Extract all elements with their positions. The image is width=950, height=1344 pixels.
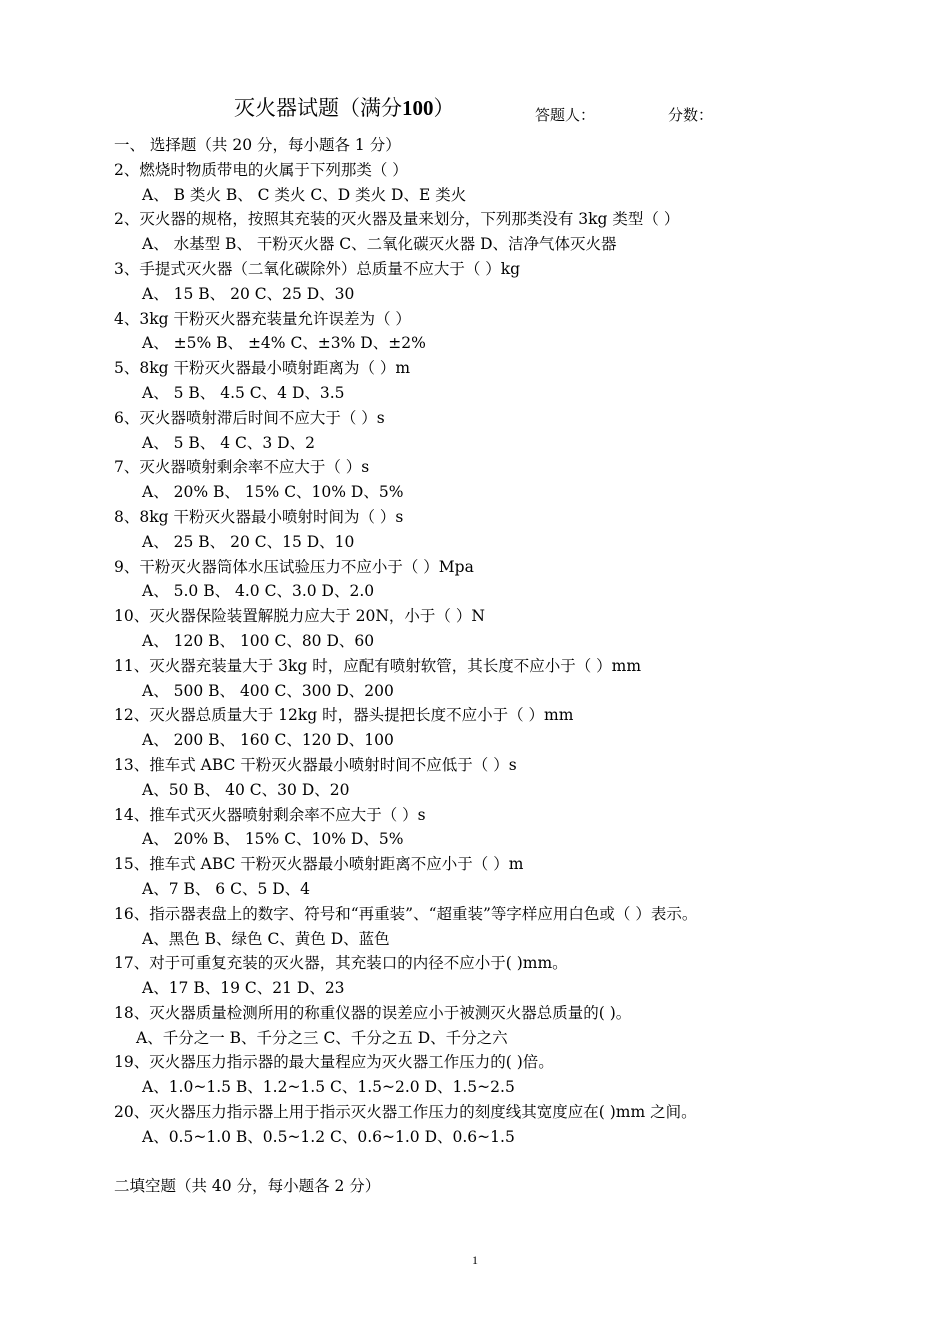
question-text: 14、推车式灭火器喷射剩余率不应大于（ ）s: [114, 805, 426, 824]
question-options: A、50 B、 40 C、30 D、20: [142, 780, 350, 799]
section-heading-fill: 二填空题（共 40 分，每小题各 2 分）: [114, 1177, 381, 1196]
question-text: 20、灭火器压力指示器上用于指示灭火器工作压力的刻度线其宽度应在( )mm 之间。: [114, 1103, 697, 1122]
question-options: A、 200 B、 160 C、120 D、100: [142, 731, 394, 750]
question-text: 7、灭火器喷射剩余率不应大于（ ）s: [114, 458, 370, 477]
question-options: A、 5 B、 4 C、3 D、2: [142, 433, 315, 452]
question-options: A、0.5~1.0 B、0.5~1.2 C、0.6~1.0 D、0.6~1.5: [142, 1127, 515, 1146]
question-text: 11、灭火器充装量大于 3kg 时，应配有喷射软管，其长度不应小于（ ）mm: [114, 656, 642, 675]
question-options: A、千分之一 B、千分之三 C、千分之五 D、千分之六: [136, 1028, 508, 1047]
page-number: 1: [472, 1253, 478, 1267]
question-text: 8、8kg 干粉灭火器最小喷射时间为（ ）s: [114, 507, 404, 526]
question-text: 16、指示器表盘上的数字、符号和“再重装”、“超重装”等字样应用白色或（ ）表示。: [114, 904, 698, 923]
spacer: [114, 1150, 914, 1175]
question-options: A、 5 B、 4.5 C、4 D、3.5: [142, 383, 345, 402]
question-options: A、 水基型 B、 干粉灭火器 C、二氧化碳灭火器 D、洁净气体灭火器: [142, 235, 617, 254]
question-text: 15、推车式 ABC 干粉灭火器最小喷射距离不应小于（ ）m: [114, 855, 524, 874]
question-text: 6、灭火器喷射滞后时间不应大于（ ）s: [114, 408, 385, 427]
question-options: A、1.0~1.5 B、1.2~1.5 C、1.5~2.0 D、1.5~2.5: [142, 1078, 515, 1097]
question-text: 12、灭火器总质量大于 12kg 时，器头提把长度不应小于（ ）mm: [114, 706, 574, 725]
question-options: A、 ±5% B、 ±4% C、±3% D、±2%: [142, 334, 426, 353]
question-options: A、 120 B、 100 C、80 D、60: [142, 631, 375, 650]
score-label: 分数：: [668, 106, 714, 124]
section-heading-choice: 一、 选择题（共 20 分，每小题各 1 分）: [114, 136, 401, 154]
exam-header: [0, 88, 950, 128]
question-text: 10、灭火器保险装置解脱力应大于 20N，小于（ ）N: [114, 607, 485, 626]
question-text: 17、对于可重复充装的灭火器，其充装口的内径不应小于( )mm。: [114, 954, 568, 973]
question-text: 19、灭火器压力指示器的最大量程应为灭火器工作压力的( )倍。: [114, 1053, 554, 1072]
question-text: 9、干粉灭火器筒体水压试验压力不应小于（ ）Mpa: [114, 557, 474, 576]
title-score: 100: [402, 96, 434, 120]
question-text: 2、灭火器的规格，按照其充装的灭火器及量来划分，下列那类没有 3kg 类型（ ）: [114, 210, 680, 229]
question-options: A、 15 B、 20 C、25 D、30: [142, 284, 355, 303]
question-options: A、 500 B、 400 C、300 D、200: [142, 681, 394, 700]
exam-title: [234, 92, 455, 122]
question-options: A、 5.0 B、 4.0 C、3.0 D、2.0: [142, 582, 375, 601]
question-text: 5、8kg 干粉灭火器最小喷射距离为（ ）m: [114, 359, 411, 378]
title-prefix: 灭火器试题（满分: [234, 96, 402, 120]
question-text: 2、燃烧时物质带电的火属于下列那类（ ）: [114, 160, 408, 179]
exam-body: [114, 133, 914, 1199]
question-text: 3、手提式灭火器（二氧化碳除外）总质量不应大于（ ）kg: [114, 259, 521, 278]
question-options: A、 20% B、 15% C、10% D、5%: [142, 483, 404, 502]
question-text: 4、3kg 干粉灭火器充装量允许误差为（ ）: [114, 309, 411, 328]
question-options: A、 25 B、 20 C、15 D、10: [142, 532, 355, 551]
question-list: [114, 158, 914, 1150]
question-text: 13、推车式 ABC 干粉灭火器最小喷射时间不应低于（ ）s: [114, 755, 517, 774]
question-options: A、 B 类火 B、 C 类火 C、D 类火 D、E 类火: [142, 185, 467, 204]
question-text: 18、灭火器质量检测所用的称重仪器的误差应小于被测灭火器总质量的( )。: [114, 1003, 632, 1022]
title-suffix: ）: [433, 96, 455, 120]
question-options: A、黑色 B、绿色 C、黄色 D、蓝色: [142, 929, 390, 948]
question-options: A、 20% B、 15% C、10% D、5%: [142, 830, 404, 849]
question-options: A、7 B、 6 C、5 D、4: [142, 879, 311, 898]
question-options: A、17 B、19 C、21 D、23: [142, 979, 345, 998]
answerer-label: 答题人：: [535, 106, 596, 124]
